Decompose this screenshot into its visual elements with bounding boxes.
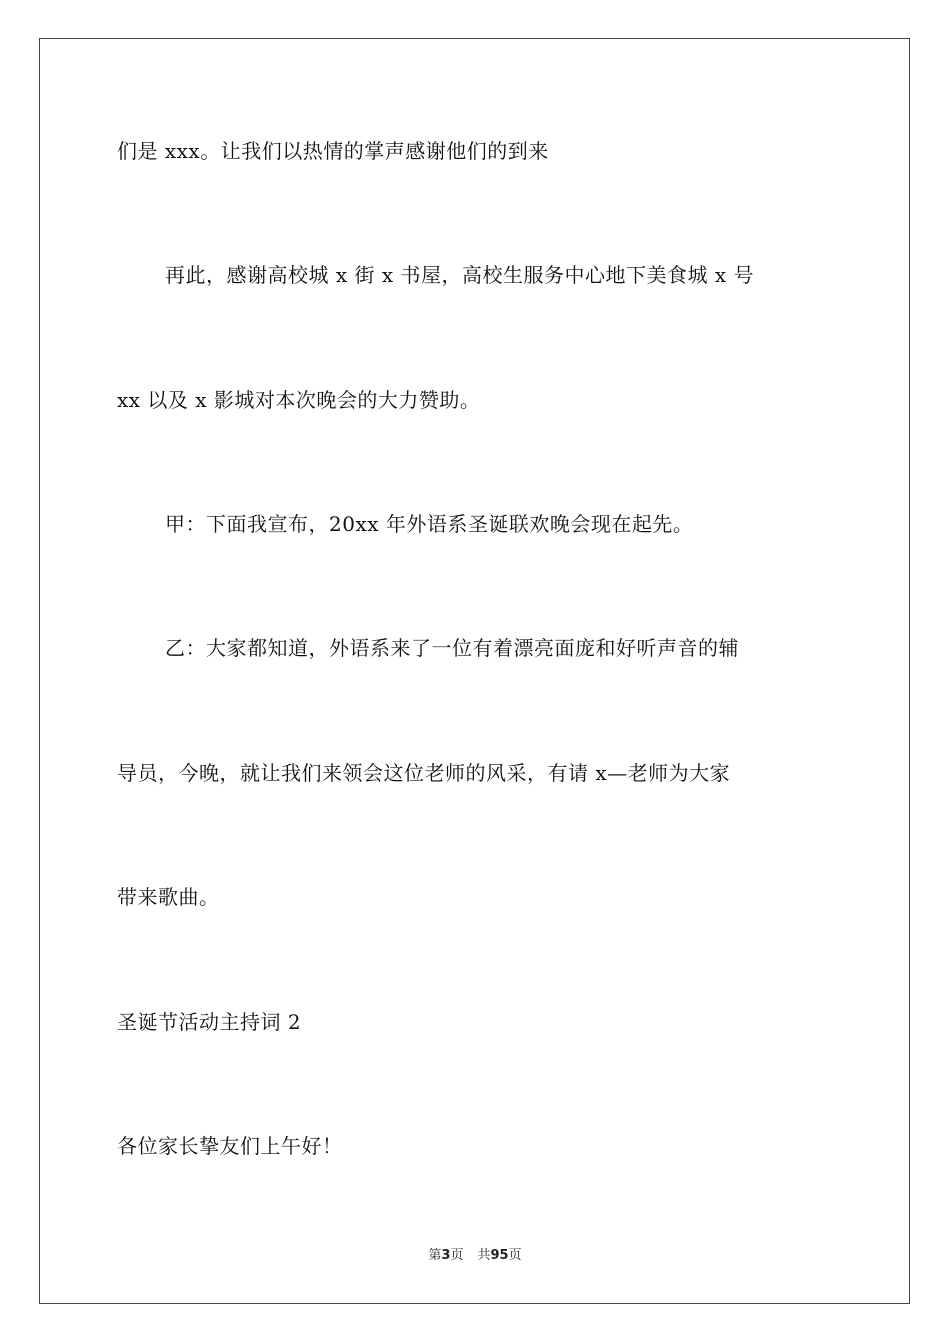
text-line-4: 甲：下面我宣布，20xx 年外语系圣诞联欢晚会现在起先。 [165,512,694,536]
footer-total-prefix: 共 [477,1248,491,1263]
footer-total-suffix: 页 [508,1248,522,1263]
text-line-9: 各位家长挚友们上午好！ [117,1134,343,1158]
footer-page-suffix: 页 [450,1248,464,1263]
text-line-7: 带来歌曲。 [117,885,220,909]
text-line-1: 们是 xxx。让我们以热情的掌声感谢他们的到来 [117,139,549,163]
page-frame [39,38,910,1304]
page-footer [0,1248,950,1264]
text-line-6: 导员，今晚，就让我们来领会这位老师的风采，有请 x—老师为大家 [117,761,731,785]
footer-page-number: 3 [441,1248,451,1263]
footer-page-prefix: 第 [428,1248,442,1263]
section-heading: 圣诞节活动主持词 2 [117,1010,302,1034]
text-line-3: xx 以及 x 影城对本次晚会的大力赞助。 [117,388,481,412]
text-line-5: 乙：大家都知道，外语系来了一位有着漂亮面庞和好听声音的辅 [165,636,739,660]
footer-total-pages: 95 [490,1248,509,1263]
text-line-2: 再此，感谢高校城 x 街 x 书屋，高校生服务中心地下美食城 x 号 [165,263,754,287]
